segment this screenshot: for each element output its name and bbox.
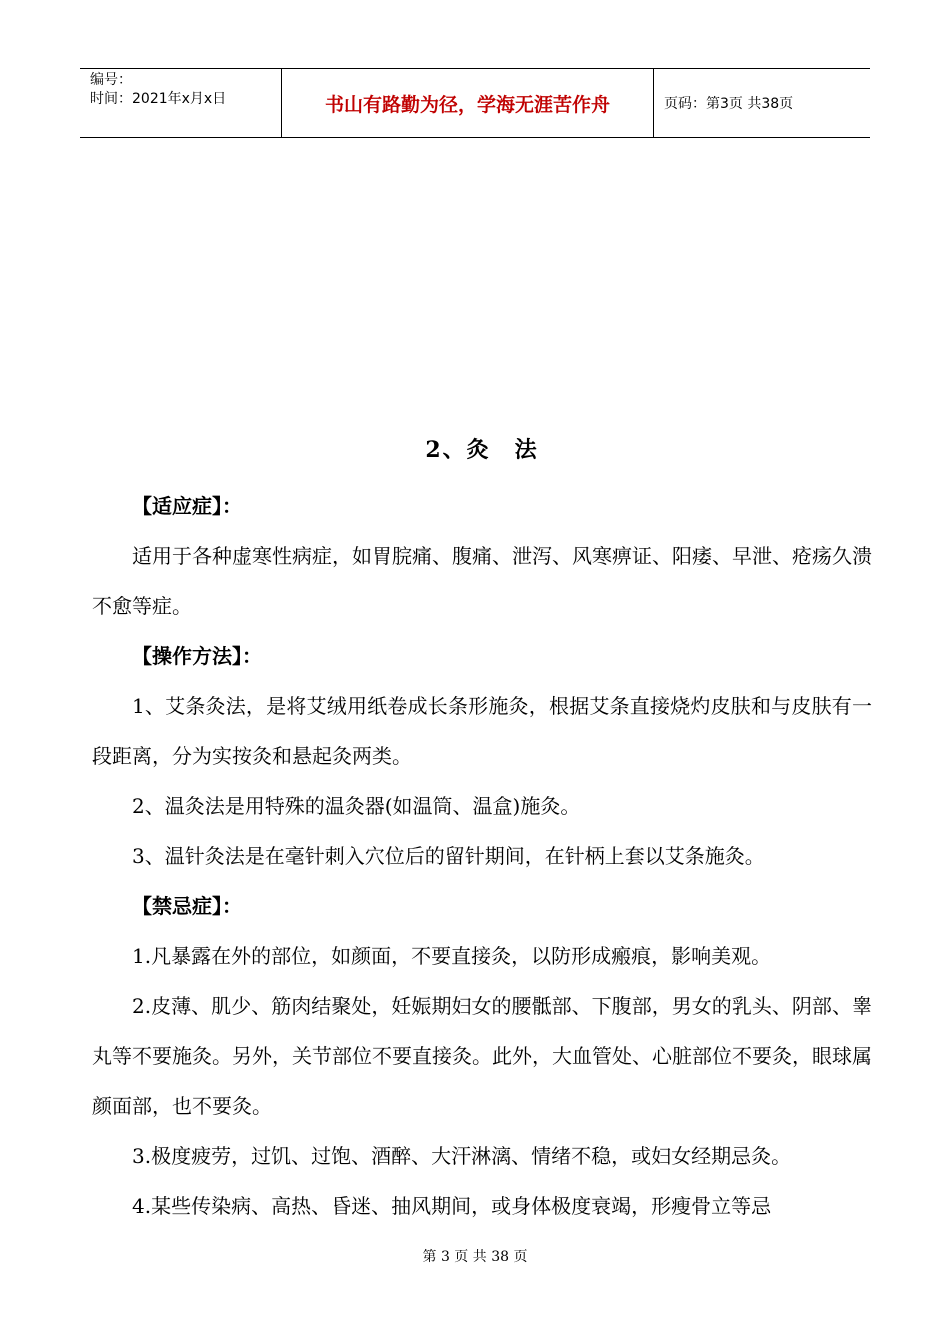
indications-text: 适用于各种虚寒性病症，如胃脘痛、腹痛、泄泻、风寒痹证、阳痿、早泄、疮疡久溃不愈等症。	[92, 544, 872, 618]
methods-heading: 【操作方法】：	[132, 644, 262, 668]
indications-heading: 【适应症】：	[132, 494, 242, 518]
document-number-label: 编号：	[90, 72, 132, 88]
document-date-label: 时间：2021年x月x日	[90, 91, 227, 107]
contraindication-item: 2.皮薄、肌少、筋肉结聚处，妊娠期妇女的腰骶部、下腹部，男女的乳头、阴部、睾丸等不要施灸。另外，关节部位不要直接灸。此外，大血管处、心脏部位不要灸，眼球属颜面部，也不要灸。	[92, 994, 872, 1118]
contraindication-item: 4.某些传染病、高热、昏迷、抽风期间，或身体极度衰竭，形瘦骨立等忌	[132, 1194, 772, 1218]
method-item: 1、艾条灸法，是将艾绒用纸卷成长条形施灸，根据艾条直接烧灼皮肤和与皮肤有一段距离，分为实按灸和悬起灸两类。	[92, 694, 872, 768]
header-page-label: 页码：第3页 共38页	[664, 96, 794, 112]
header-motto: 书山有路勤为径，学海无涯苦作舟	[281, 69, 654, 137]
page-header	[80, 68, 870, 138]
method-item: 2、温灸法是用特殊的温灸器(如温筒、温盒)施灸。	[132, 794, 581, 818]
header-meta	[80, 69, 281, 137]
section-title: 2、灸 法	[425, 437, 539, 463]
page-footer: 第 3 页 共 38 页	[422, 1249, 528, 1265]
contraindications-heading: 【禁忌症】：	[132, 894, 242, 918]
document-body	[92, 425, 872, 1231]
contraindication-item: 1.凡暴露在外的部位，如颜面，不要直接灸，以防形成瘢痕，影响美观。	[132, 944, 772, 968]
method-item: 3、温针灸法是在毫针刺入穴位后的留针期间，在针柄上套以艾条施灸。	[132, 844, 765, 868]
contraindication-item: 3.极度疲劳，过饥、过饱、酒醉、大汗淋漓、情绪不稳，或妇女经期忌灸。	[132, 1144, 792, 1168]
